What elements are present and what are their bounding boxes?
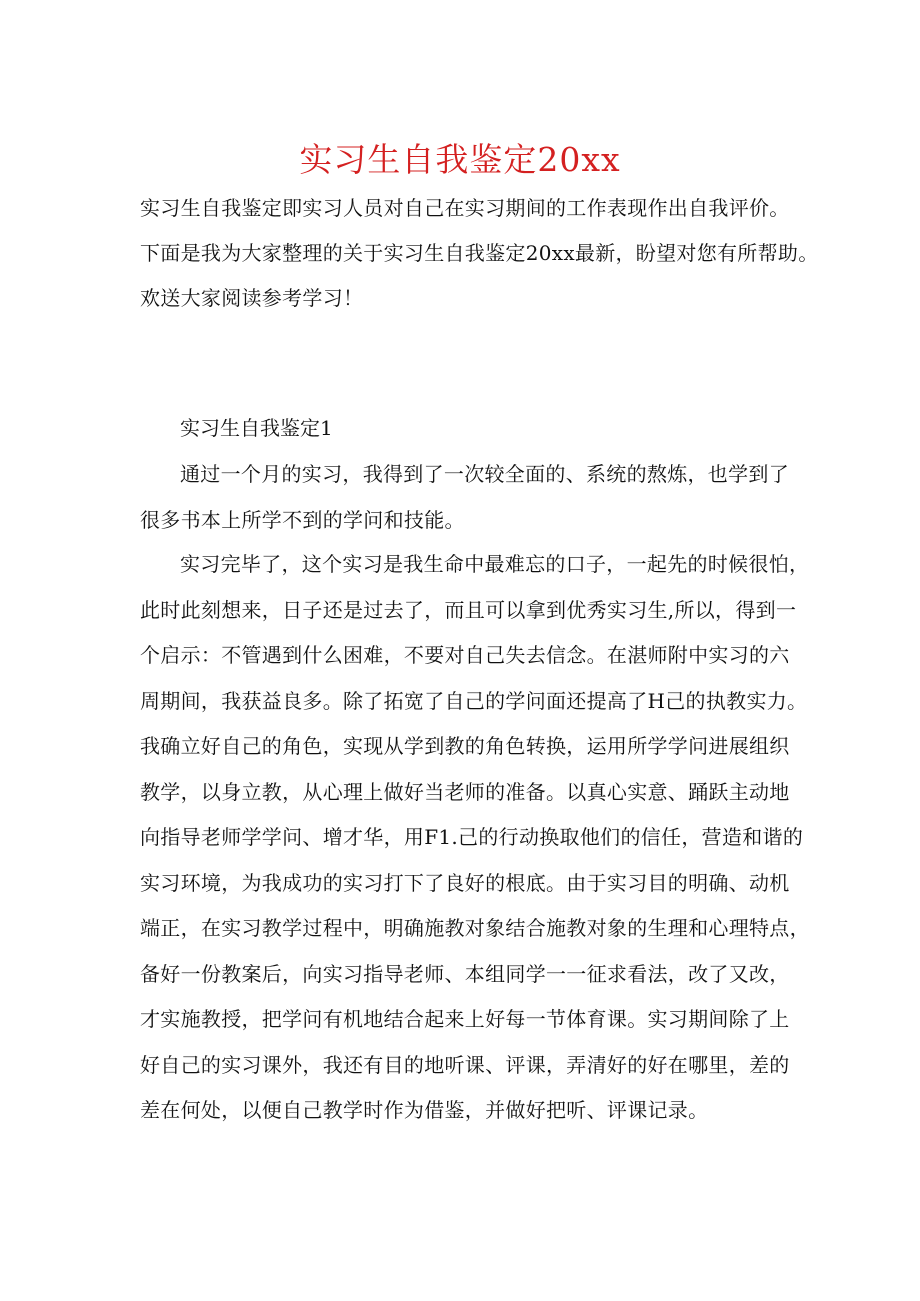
paragraph-line: 很多书本上所学不到的学问和技能。: [140, 507, 465, 532]
intro-line: 实习生自我鉴定即实习人员对自己在实习期间的工作表现作出自我评价。: [140, 196, 790, 220]
document-title: 实习生自我鉴定20xx: [299, 140, 621, 179]
paragraph-line: 好自己的实习课外，我还有目的地听课、评课，弄清好的好在哪里，差的: [140, 1052, 790, 1077]
paragraph-line: 差在何处，以便自己教学时作为借鉴，并做好把听、评课记录。: [140, 1098, 709, 1122]
paragraph-line: 通过一个月的实习，我得到了一次较全面的、系统的熬炼，也学到了: [180, 462, 789, 486]
body-paragraph-2: [140, 542, 820, 1134]
intro-paragraph: [140, 186, 820, 321]
paragraph-line: 我确立好自己的角色，实现从学到教的角色转换，运用所学学问进展组织: [140, 734, 790, 758]
paragraph-line: 实习环境，为我成功的实习打下了良好的根底。由于实习目的明确、动机: [140, 870, 790, 895]
paragraph-line: 向指导老师学学问、增才华，用F1.己的行动换取他们的信任，营造和谐的: [140, 825, 804, 849]
paragraph-line: 周期间，我获益良多。除了拓宽了自己的学问面还提高了H己的执教实力。: [140, 688, 808, 713]
paragraph-line: 端正，在实习教学过程中，明确施教对象结合施教对象的生理和心理特点，: [140, 916, 810, 940]
paragraph-line: 备好一份教案后，向实习指导老师、本组同学一一征求看法，改了又改，: [140, 961, 790, 986]
paragraph-line: 此时此刻想来，日子还是过去了，而且可以拿到优秀实习生,所以，得到一: [140, 597, 797, 622]
section-title: 实习生自我鉴定1: [180, 416, 333, 440]
paragraph-line: 才实施教授，把学问有机地结合起来上好每一节体育课。实习期间除了上: [140, 1007, 790, 1031]
paragraph-line: 教学，以身立教，从心理上做好当老师的准备。以真心实意、踊跃主动地: [140, 779, 790, 804]
paragraph-line: 实习完毕了，这个实习是我生命中最难忘的口子，一起先的时候很怕，: [180, 552, 810, 576]
body-paragraph-1: [140, 452, 820, 543]
paragraph-line: 个启示：不管遇到什么困难，不要对自己失去信念。在湛师附中实习的六: [140, 643, 790, 667]
intro-line: 欢送大家阅读参考学习！: [140, 286, 364, 310]
intro-line: 下面是我为大家整理的关于实习生自我鉴定20xx最新，盼望对您有所帮助。: [140, 241, 819, 265]
